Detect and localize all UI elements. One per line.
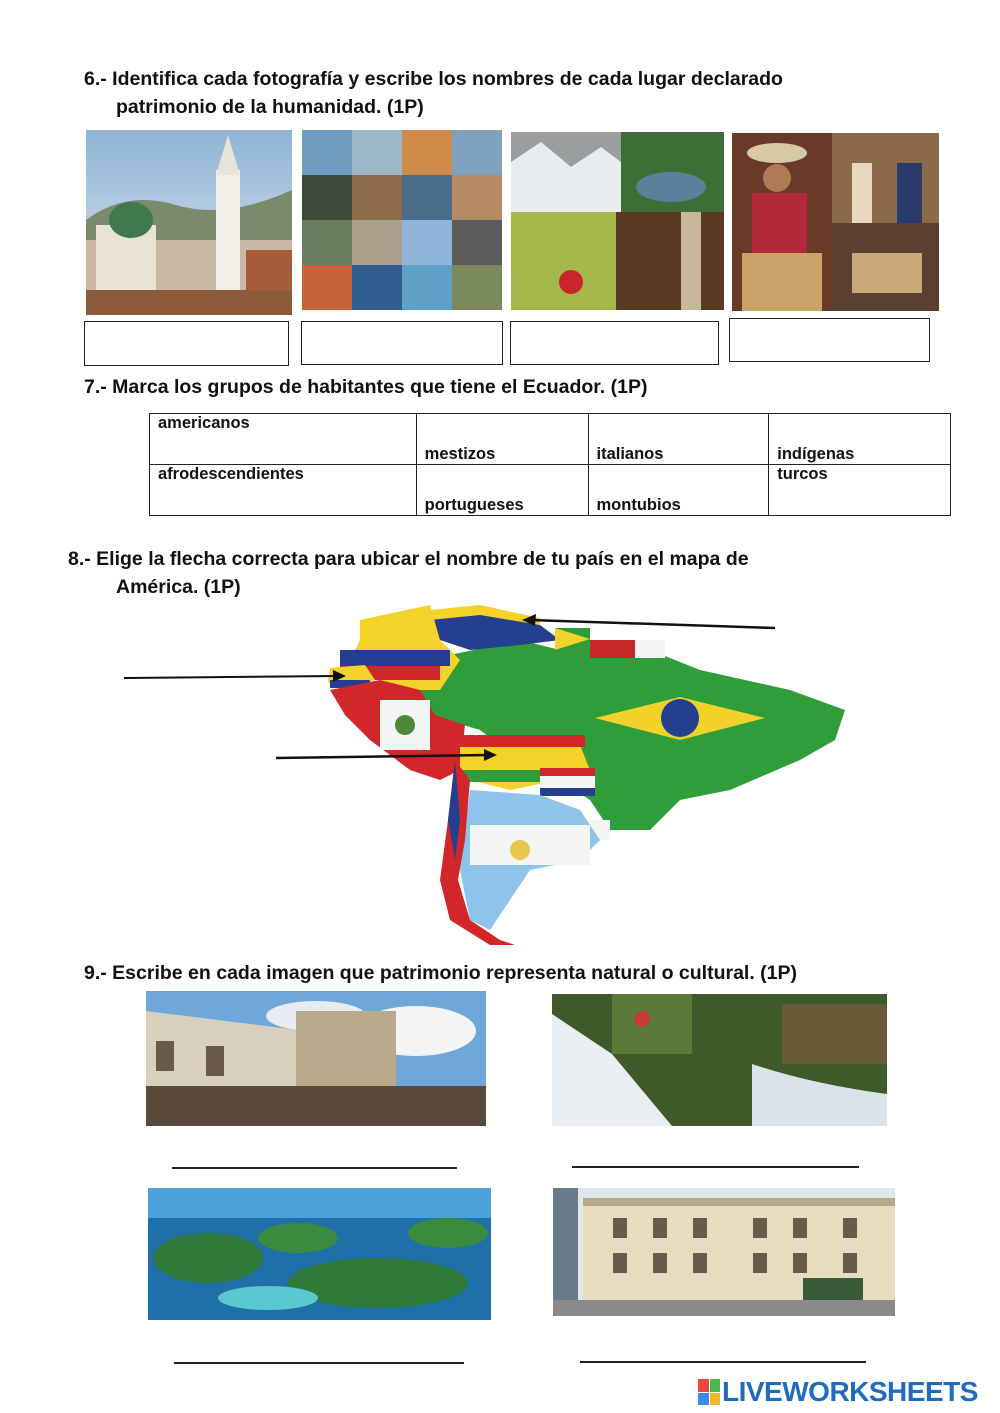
question-9-title: 9.- Escribe en cada imagen que patrimonio representa natural o cultural. (1P) (84, 962, 798, 984)
question-6-line1: 6.- Identifica cada fotografía y escribe los nombres de cada lugar declarado (84, 68, 783, 90)
answer-line-1[interactable] (172, 1167, 457, 1169)
question-8-line2: América. (1P) (116, 576, 241, 598)
photo-galapagos-collage (302, 130, 502, 310)
question-8 (68, 545, 749, 601)
group-cell[interactable]: turcos (769, 465, 951, 516)
answer-line-2[interactable] (572, 1166, 859, 1168)
photo-quito-city (86, 130, 292, 315)
table-row (150, 414, 951, 465)
answer-line-3[interactable] (174, 1362, 464, 1364)
group-cell[interactable]: italianos (588, 414, 769, 465)
question-8-line1: 8.- Elige la flecha correcta para ubicar el nombre de tu país en el mapa de (68, 548, 749, 570)
map-south-america-flags (0, 595, 1000, 955)
photo-islands (148, 1188, 491, 1320)
photo-waterfall (552, 994, 887, 1126)
photo-building (553, 1188, 895, 1316)
logo-text: LIVEWORKSHEETS (722, 1376, 978, 1407)
answer-box-2[interactable] (301, 321, 503, 365)
question-7 (84, 373, 647, 401)
group-cell[interactable]: mestizos (416, 414, 588, 465)
photo-forest-collage (511, 132, 724, 310)
answer-box-4[interactable] (729, 318, 930, 362)
logo-badge-icon (698, 1379, 720, 1405)
group-cell[interactable]: americanos (150, 414, 417, 465)
photo-weaving-collage (732, 133, 939, 311)
photo-colonial-church (146, 991, 486, 1126)
question-6 (84, 65, 783, 121)
question-9 (84, 959, 797, 987)
group-cell[interactable]: afrodescendientes (150, 465, 417, 516)
table-row (150, 465, 951, 516)
groups-table (149, 413, 951, 516)
answer-box-1[interactable] (84, 321, 289, 366)
question-6-line2: patrimonio de la humanidad. (1P) (116, 96, 424, 118)
group-cell[interactable]: portugueses (416, 465, 588, 516)
question-7-title: 7.- Marca los grupos de habitantes que tiene el Ecuador. (1P) (84, 376, 648, 398)
answer-line-4[interactable] (580, 1361, 866, 1363)
liveworksheets-logo (698, 1376, 978, 1408)
group-cell[interactable]: indígenas (769, 414, 951, 465)
answer-box-3[interactable] (510, 321, 719, 365)
group-cell[interactable]: montubios (588, 465, 769, 516)
